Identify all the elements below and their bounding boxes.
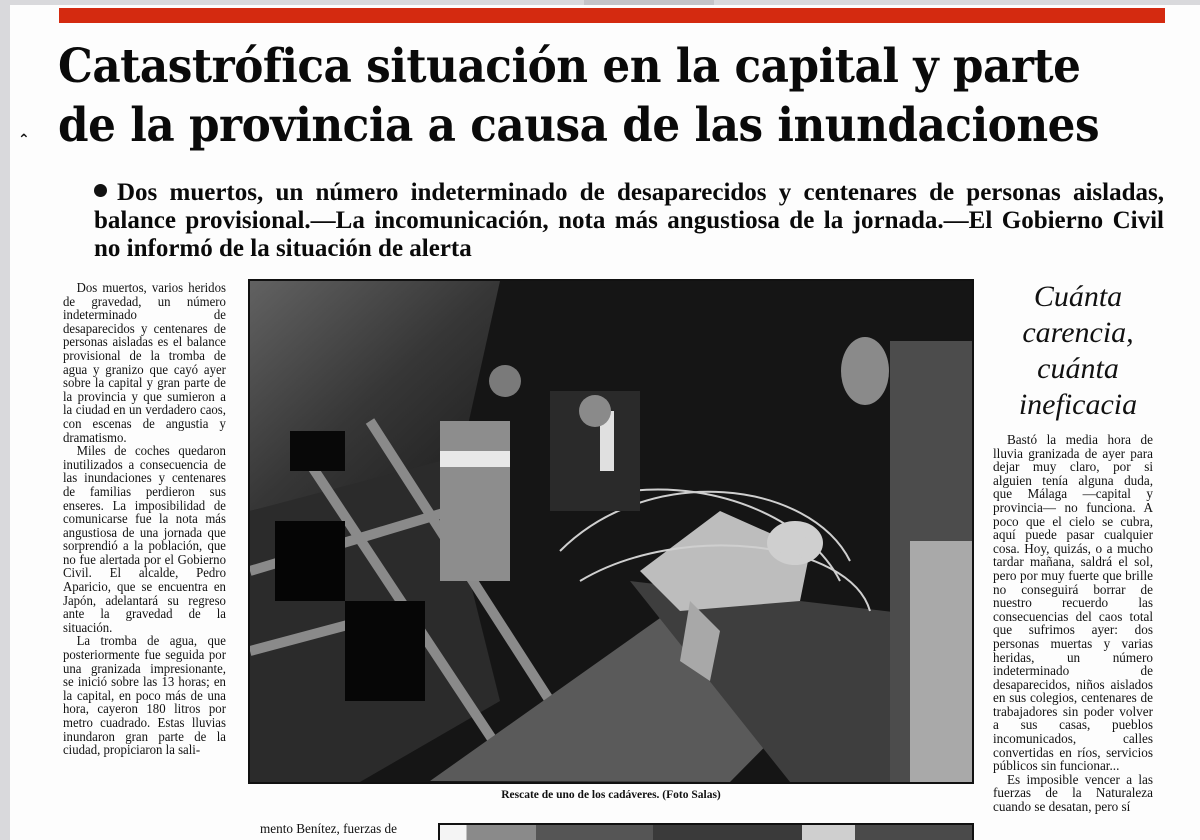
photo-caption: Rescate de uno de los cadáveres. (Foto Salas) bbox=[501, 789, 721, 801]
opinion-title: Cuánta carencia, cuánta ineficacia bbox=[1018, 280, 1138, 421]
margin-mark-icon: ⌃ bbox=[18, 132, 30, 148]
second-news-photo bbox=[438, 823, 974, 840]
opinion-paragraph: Bastó la media hora de lluvia granizada de ayer para dejar muy claro, por si alguien tenía alguna duda, que Málaga —capital y provincia— no funciona. A poco que el cielo se cubra, aquí puede pasar cualquier cosa. Hoy, quizás, o a mucho tardar mañana, saldrá el sol, pero por muy fuerte que brille no conseguirá borrar de nuestro recuerdo las consecuencias del caos total que sufrimos ayer: dos personas muertas y varias heridas, un número indeterminado de desaparecidos, niños aislados en sus colegios, centenares de trabajadores sin poder volver a sus casas, pueblos incomunicados, calles convertidas en ríos, servicios públicos sin funcionar... bbox=[993, 433, 1153, 774]
headline-line-1: Catastrófica situación en la capital y parte bbox=[58, 39, 1081, 94]
article-paragraph: mento Benítez, fuerzas de bbox=[260, 822, 397, 836]
headline-line-2: de la provincia a causa de las inundaciones bbox=[58, 98, 1100, 153]
photo-illustration bbox=[250, 281, 972, 782]
left-column-article bbox=[63, 281, 226, 840]
middle-column-fragment bbox=[260, 822, 420, 840]
opinion-column bbox=[993, 433, 1153, 840]
article-paragraph: La tromba de agua, que posteriormente fue seguida por una granizada impresionante, se inició sobre las 13 horas; en la capital, en poco más de una hora, cayeron 180 litros por metro cuadrado. Estas lluvias inundaron gran parte de la ciudad, propiciaron la sali- bbox=[63, 633, 226, 758]
accent-red-band bbox=[59, 8, 1165, 23]
subheadline-text: Dos muertos, un número indeterminado de desaparecidos y centenares de personas aisladas, balance provisional.—La incomunicación, nota más angustiosa de la jornada.—El Gobierno Civil no informó de la situación de alerta bbox=[94, 179, 1164, 262]
bullet-icon bbox=[94, 184, 107, 197]
article-paragraph: Miles de coches quedaron inutilizados a consecuencia de las inundaciones y centenares de familias perdieron sus enseres. La imposibilidad de comunicarse fue la nota más angustiosa de una jornada que sorprendió a la población, que no fue alertada por el Gobierno Civil. El alcalde, Pedro Aparicio, que se encuentra en Japón, adelantará su regreso ante la gravedad de la situación. bbox=[63, 443, 226, 635]
opinion-paragraph: Es imposible vencer a las fuerzas de la Naturaleza cuando se desatan, pero sí bbox=[993, 771, 1153, 815]
newspaper-page bbox=[10, 5, 1200, 840]
news-photo bbox=[248, 279, 974, 784]
subheadline bbox=[94, 179, 1164, 263]
headline bbox=[58, 37, 1100, 155]
article-paragraph: Dos muertos, varios heridos de gravedad, un número indeterminado de desaparecidos y centenares de personas aisladas es el balance provisional de la tromba de agua y granizo que cayó ayer sobre la capital y gran parte de la provincia y que sumieron a la ciudad en un verdadero caos, con escenas de angustia y dramatismo. bbox=[63, 281, 226, 445]
